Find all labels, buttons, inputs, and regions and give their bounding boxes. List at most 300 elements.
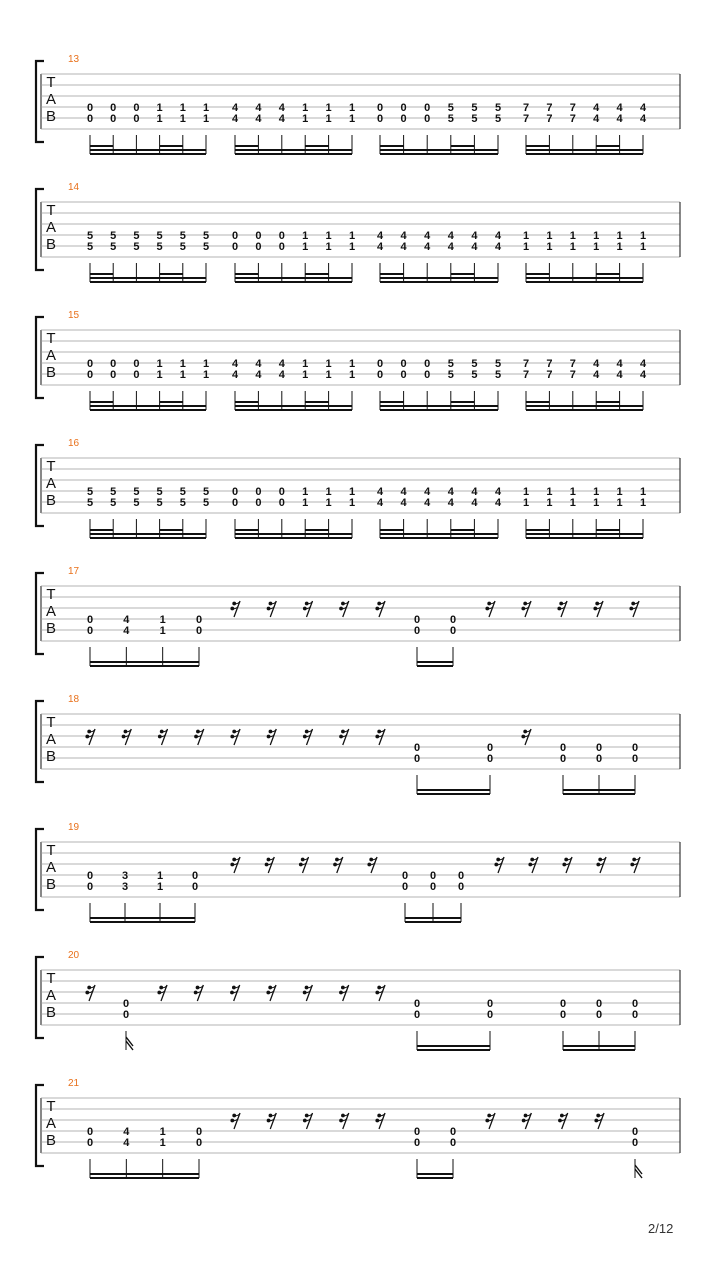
fret-number: 4 xyxy=(639,102,647,114)
fret-number: 1 xyxy=(546,497,553,509)
fret-number: 0 xyxy=(191,881,199,893)
fret-number: 1 xyxy=(522,497,530,509)
fret-number: 1 xyxy=(156,358,163,370)
fret-number: 5 xyxy=(179,486,186,498)
fret-number: 4 xyxy=(494,486,502,498)
fret-number: 5 xyxy=(447,113,454,125)
fret-number: 4 xyxy=(255,369,262,381)
fret-number: 4 xyxy=(593,113,600,125)
sixteenth-rest xyxy=(267,729,277,745)
fret-number: 7 xyxy=(569,369,576,381)
fret-number: 4 xyxy=(424,230,431,242)
fret-number: 4 xyxy=(424,241,431,253)
fret-number: 1 xyxy=(302,497,309,509)
tab-clef-b: B xyxy=(45,748,57,765)
fret-number: 1 xyxy=(569,497,576,509)
fret-number: 1 xyxy=(202,358,210,370)
fret-number: 0 xyxy=(86,369,94,381)
fret-number: 1 xyxy=(179,369,186,381)
fret-number: 0 xyxy=(486,742,494,754)
fret-number: 5 xyxy=(471,102,478,114)
tab-clef-b: B xyxy=(45,492,57,509)
sixteenth-rest xyxy=(230,1113,240,1129)
fret-number: 1 xyxy=(593,497,600,509)
fret-number: 1 xyxy=(302,102,309,114)
fret-number: 0 xyxy=(429,870,437,882)
sixteenth-rest xyxy=(230,857,240,873)
fret-number: 7 xyxy=(546,369,553,381)
fret-number: 0 xyxy=(278,241,285,253)
fret-number: 0 xyxy=(231,486,239,498)
fret-number: 0 xyxy=(400,102,407,114)
sixteenth-rest xyxy=(299,857,309,873)
sixteenth-rest xyxy=(339,729,349,745)
fret-number: 5 xyxy=(202,230,210,242)
fret-number: 1 xyxy=(639,230,647,242)
sixteenth-rest xyxy=(596,857,606,873)
fret-number: 1 xyxy=(302,369,309,381)
tab-clef-a: A xyxy=(45,1115,57,1132)
fret-number: 0 xyxy=(278,230,285,242)
system-bracket xyxy=(36,445,44,526)
fret-number: 4 xyxy=(255,358,262,370)
fret-number: 0 xyxy=(631,753,639,765)
fret-number: 4 xyxy=(424,486,431,498)
tab-clef-b: B xyxy=(45,236,57,253)
tab-clef-t: T xyxy=(46,74,56,91)
fret-number: 4 xyxy=(447,241,454,253)
fret-number: 7 xyxy=(546,102,553,114)
measure-number: 20 xyxy=(68,950,80,961)
fret-number: 0 xyxy=(413,1126,421,1138)
fret-number: 4 xyxy=(400,497,407,509)
fret-number: 1 xyxy=(325,113,332,125)
fret-number: 0 xyxy=(110,113,117,125)
fret-number: 4 xyxy=(231,102,239,114)
fret-number: 4 xyxy=(593,102,600,114)
sixteenth-rest xyxy=(339,1113,349,1129)
fret-number: 1 xyxy=(156,113,163,125)
fret-number: 0 xyxy=(449,1137,457,1149)
fret-number: 0 xyxy=(110,369,117,381)
measure-number: 16 xyxy=(68,438,80,449)
fret-number: 0 xyxy=(376,358,384,370)
tab-clef-t: T xyxy=(46,1098,56,1115)
fret-number: 0 xyxy=(376,369,384,381)
fret-number: 0 xyxy=(424,369,431,381)
sixteenth-rest xyxy=(485,601,495,617)
fret-number: 4 xyxy=(447,497,454,509)
fret-number: 1 xyxy=(593,230,600,242)
fret-number: 1 xyxy=(522,230,530,242)
fret-number: 0 xyxy=(424,358,431,370)
sixteenth-rest xyxy=(303,601,313,617)
fret-number: 0 xyxy=(191,870,199,882)
fret-number: 5 xyxy=(133,497,140,509)
fret-number: 1 xyxy=(325,497,332,509)
fret-number: 4 xyxy=(123,625,130,637)
fret-number: 4 xyxy=(447,486,454,498)
fret-number: 0 xyxy=(195,625,203,637)
sixteenth-rest xyxy=(157,985,167,1001)
fret-number: 5 xyxy=(447,102,454,114)
fret-number: 5 xyxy=(179,230,186,242)
sixteenth-rest xyxy=(122,729,132,745)
fret-number: 5 xyxy=(110,497,117,509)
sixteenth-rest xyxy=(562,857,572,873)
fret-number: 1 xyxy=(302,486,309,498)
fret-number: 0 xyxy=(631,742,639,754)
sixteenth-rest xyxy=(629,601,639,617)
fret-number: 1 xyxy=(202,369,210,381)
fret-number: 1 xyxy=(593,486,600,498)
fret-number: 5 xyxy=(86,497,94,509)
fret-number: 1 xyxy=(179,102,186,114)
fret-number: 3 xyxy=(121,870,129,882)
fret-number: 0 xyxy=(595,753,603,765)
fret-number: 0 xyxy=(86,881,94,893)
fret-number: 1 xyxy=(639,486,647,498)
fret-number: 4 xyxy=(616,113,623,125)
sixteenth-rest xyxy=(266,985,276,1001)
tab-clef-t: T xyxy=(46,330,56,347)
fret-number: 0 xyxy=(86,625,94,637)
fret-number: 5 xyxy=(471,113,478,125)
fret-number: 5 xyxy=(156,241,163,253)
system-bracket xyxy=(36,573,44,654)
measure-number: 17 xyxy=(68,566,80,577)
fret-number: 4 xyxy=(376,241,384,253)
fret-number: 0 xyxy=(86,1126,94,1138)
system-bracket xyxy=(36,189,44,270)
fret-number: 0 xyxy=(278,486,285,498)
fret-number: 0 xyxy=(86,1137,94,1149)
fret-number: 4 xyxy=(494,241,502,253)
fret-number: 4 xyxy=(278,102,285,114)
fret-number: 7 xyxy=(522,102,530,114)
sixteenth-rest xyxy=(485,1113,495,1129)
fret-number: 4 xyxy=(255,102,262,114)
fret-number: 1 xyxy=(616,486,623,498)
fret-number: 4 xyxy=(639,358,647,370)
fret-number: 5 xyxy=(179,241,186,253)
sixteenth-rest xyxy=(267,1113,277,1129)
fret-number: 1 xyxy=(569,230,576,242)
sixteenth-rest xyxy=(375,729,385,745)
fret-number: 4 xyxy=(400,486,407,498)
fret-number: 5 xyxy=(471,358,478,370)
fret-number: 0 xyxy=(401,881,409,893)
tab-clef-a: A xyxy=(45,475,57,492)
fret-number: 4 xyxy=(278,113,285,125)
sixteenth-rest xyxy=(375,985,385,1001)
fret-number: 0 xyxy=(400,369,407,381)
fret-number: 4 xyxy=(376,497,384,509)
fret-number: 5 xyxy=(86,241,94,253)
fret-number: 0 xyxy=(231,497,239,509)
fret-number: 1 xyxy=(156,870,164,882)
sixteenth-rest xyxy=(158,729,168,745)
fret-number: 0 xyxy=(376,113,384,125)
fret-number: 1 xyxy=(325,102,332,114)
tab-clef-b: B xyxy=(45,876,57,893)
sixteenth-rest xyxy=(85,985,95,1001)
fret-number: 0 xyxy=(457,870,465,882)
sixteenth-rest xyxy=(557,601,567,617)
fret-number: 5 xyxy=(86,486,94,498)
fret-number: 5 xyxy=(133,486,140,498)
fret-number: 4 xyxy=(471,241,478,253)
tab-clef-b: B xyxy=(45,620,57,637)
sixteenth-rest xyxy=(375,601,385,617)
fret-number: 0 xyxy=(595,1009,603,1021)
fret-number: 0 xyxy=(195,1137,203,1149)
fret-number: 0 xyxy=(400,113,407,125)
fret-number: 0 xyxy=(449,1126,457,1138)
fret-number: 1 xyxy=(202,113,210,125)
sixteenth-rest xyxy=(230,985,240,1001)
fret-number: 5 xyxy=(494,369,502,381)
fret-number: 0 xyxy=(449,614,457,626)
system-bracket xyxy=(36,957,44,1038)
fret-number: 7 xyxy=(569,358,576,370)
fret-number: 3 xyxy=(121,881,129,893)
fret-number: 1 xyxy=(348,358,356,370)
fret-number: 4 xyxy=(400,230,407,242)
fret-number: 0 xyxy=(631,1126,639,1138)
fret-number: 1 xyxy=(325,358,332,370)
system-bracket xyxy=(36,1085,44,1166)
sixteenth-rest xyxy=(333,857,343,873)
fret-number: 4 xyxy=(471,497,478,509)
fret-number: 1 xyxy=(348,369,356,381)
fret-number: 5 xyxy=(202,497,210,509)
tab-clef-a: A xyxy=(45,219,57,236)
fret-number: 0 xyxy=(559,753,567,765)
fret-number: 4 xyxy=(471,486,478,498)
fret-number: 5 xyxy=(156,230,163,242)
measure-number: 19 xyxy=(68,822,80,833)
fret-number: 5 xyxy=(494,113,502,125)
fret-number: 1 xyxy=(325,369,332,381)
fret-number: 1 xyxy=(348,241,356,253)
fret-number: 5 xyxy=(110,241,117,253)
sixteenth-rest xyxy=(367,857,377,873)
fret-number: 0 xyxy=(413,742,421,754)
fret-number: 0 xyxy=(376,102,384,114)
fret-number: 4 xyxy=(231,369,239,381)
sixteenth-rest xyxy=(558,1113,568,1129)
sixteenth-rest xyxy=(194,729,204,745)
fret-number: 0 xyxy=(400,358,407,370)
tab-clef-b: B xyxy=(45,1004,57,1021)
fret-number: 0 xyxy=(133,113,140,125)
fret-number: 0 xyxy=(255,497,262,509)
fret-number: 1 xyxy=(179,358,186,370)
fret-number: 1 xyxy=(616,497,623,509)
fret-number: 0 xyxy=(413,1009,421,1021)
fret-number: 5 xyxy=(179,497,186,509)
fret-number: 0 xyxy=(595,998,603,1010)
tab-clef-t: T xyxy=(46,970,56,987)
fret-number: 4 xyxy=(593,358,600,370)
fret-number: 0 xyxy=(631,1009,639,1021)
fret-number: 5 xyxy=(156,497,163,509)
fret-number: 1 xyxy=(302,113,309,125)
fret-number: 4 xyxy=(278,358,285,370)
fret-number: 5 xyxy=(110,230,117,242)
fret-number: 1 xyxy=(159,625,166,637)
fret-number: 1 xyxy=(546,486,553,498)
fret-number: 0 xyxy=(413,998,421,1010)
fret-number: 1 xyxy=(348,102,356,114)
tab-clef-a: A xyxy=(45,859,57,876)
fret-number: 4 xyxy=(255,113,262,125)
tab-clef-a: A xyxy=(45,347,57,364)
fret-number: 0 xyxy=(195,1126,203,1138)
sixteenth-rest xyxy=(85,729,95,745)
sixteenth-rest xyxy=(194,985,204,1001)
fret-number: 1 xyxy=(348,230,356,242)
measure-number: 14 xyxy=(68,182,80,193)
fret-number: 5 xyxy=(471,369,478,381)
fret-number: 0 xyxy=(195,614,203,626)
fret-number: 7 xyxy=(522,358,530,370)
fret-number: 0 xyxy=(559,742,567,754)
fret-number: 1 xyxy=(348,486,356,498)
fret-number: 1 xyxy=(569,486,576,498)
tab-clef-a: A xyxy=(45,603,57,620)
fret-number: 1 xyxy=(639,241,647,253)
fret-number: 5 xyxy=(447,358,454,370)
fret-number: 0 xyxy=(122,1009,130,1021)
fret-number: 1 xyxy=(325,241,332,253)
fret-number: 1 xyxy=(159,614,166,626)
fret-number: 0 xyxy=(413,614,421,626)
fret-number: 1 xyxy=(156,369,163,381)
fret-number: 0 xyxy=(231,230,239,242)
fret-number: 4 xyxy=(471,230,478,242)
fret-number: 0 xyxy=(255,230,262,242)
system-bracket xyxy=(36,829,44,910)
fret-number: 0 xyxy=(86,102,94,114)
fret-number: 4 xyxy=(616,102,623,114)
fret-number: 1 xyxy=(156,102,163,114)
fret-number: 0 xyxy=(255,486,262,498)
fret-number: 4 xyxy=(123,1137,130,1149)
sixteenth-rest xyxy=(267,601,277,617)
fret-number: 0 xyxy=(86,358,94,370)
tab-clef-t: T xyxy=(46,202,56,219)
system-bracket xyxy=(36,701,44,782)
fret-number: 0 xyxy=(413,753,421,765)
tab-clef-t: T xyxy=(46,842,56,859)
fret-number: 1 xyxy=(302,230,309,242)
tab-clef-b: B xyxy=(45,1132,57,1149)
fret-number: 0 xyxy=(413,625,421,637)
fret-number: 0 xyxy=(255,241,262,253)
fret-number: 0 xyxy=(110,358,117,370)
fret-number: 0 xyxy=(401,870,409,882)
fret-number: 0 xyxy=(86,113,94,125)
fret-number: 0 xyxy=(110,102,117,114)
fret-number: 0 xyxy=(457,881,465,893)
fret-number: 5 xyxy=(202,486,210,498)
fret-number: 4 xyxy=(123,614,130,626)
fret-number: 5 xyxy=(133,230,140,242)
fret-number: 0 xyxy=(595,742,603,754)
system-bracket xyxy=(36,61,44,142)
sixteenth-rest xyxy=(594,1113,604,1129)
fret-number: 5 xyxy=(86,230,94,242)
tab-clef-b: B xyxy=(45,108,57,125)
fret-number: 0 xyxy=(278,497,285,509)
fret-number: 1 xyxy=(159,1137,166,1149)
fret-number: 4 xyxy=(639,369,647,381)
fret-number: 4 xyxy=(278,369,285,381)
fret-number: 0 xyxy=(133,102,140,114)
sixteenth-rest xyxy=(494,857,504,873)
fret-number: 1 xyxy=(522,486,530,498)
sixteenth-rest xyxy=(521,601,531,617)
fret-number: 1 xyxy=(616,241,623,253)
tab-clef-a: A xyxy=(45,91,57,108)
fret-number: 1 xyxy=(179,113,186,125)
sixteenth-rest xyxy=(375,1113,385,1129)
fret-number: 7 xyxy=(522,113,530,125)
sixteenth-rest xyxy=(339,985,349,1001)
sixteenth-rest xyxy=(230,601,240,617)
sixteenth-rest xyxy=(528,857,538,873)
fret-number: 1 xyxy=(325,230,332,242)
system-bracket xyxy=(36,317,44,398)
fret-number: 1 xyxy=(569,241,576,253)
fret-number: 4 xyxy=(616,369,623,381)
fret-number: 5 xyxy=(447,369,454,381)
sixteenth-rest xyxy=(339,601,349,617)
sixteenth-rest xyxy=(303,1113,313,1129)
sixteenth-rest xyxy=(303,729,313,745)
fret-number: 0 xyxy=(133,358,140,370)
page-number: 2/12 xyxy=(648,1221,674,1236)
fret-number: 7 xyxy=(546,358,553,370)
sixteenth-rest xyxy=(522,1113,532,1129)
measure-number: 13 xyxy=(68,54,80,65)
fret-number: 7 xyxy=(522,369,530,381)
fret-number: 0 xyxy=(424,102,431,114)
fret-number: 4 xyxy=(447,230,454,242)
fret-number: 1 xyxy=(546,241,553,253)
fret-number: 1 xyxy=(159,1126,166,1138)
fret-number: 4 xyxy=(616,358,623,370)
fret-number: 7 xyxy=(546,113,553,125)
fret-number: 4 xyxy=(593,369,600,381)
fret-number: 4 xyxy=(494,497,502,509)
measure-number: 21 xyxy=(68,1078,80,1089)
sixteenth-rest xyxy=(593,601,603,617)
fret-number: 7 xyxy=(569,113,576,125)
sixteenth-rest xyxy=(230,729,240,745)
fret-number: 1 xyxy=(202,102,210,114)
fret-number: 4 xyxy=(123,1126,130,1138)
sixteenth-rest xyxy=(521,729,531,745)
fret-number: 0 xyxy=(86,614,94,626)
fret-number: 4 xyxy=(231,113,239,125)
measure-number: 15 xyxy=(68,310,80,321)
measure-number: 18 xyxy=(68,694,80,705)
tab-clef-a: A xyxy=(45,987,57,1004)
fret-number: 4 xyxy=(376,486,384,498)
